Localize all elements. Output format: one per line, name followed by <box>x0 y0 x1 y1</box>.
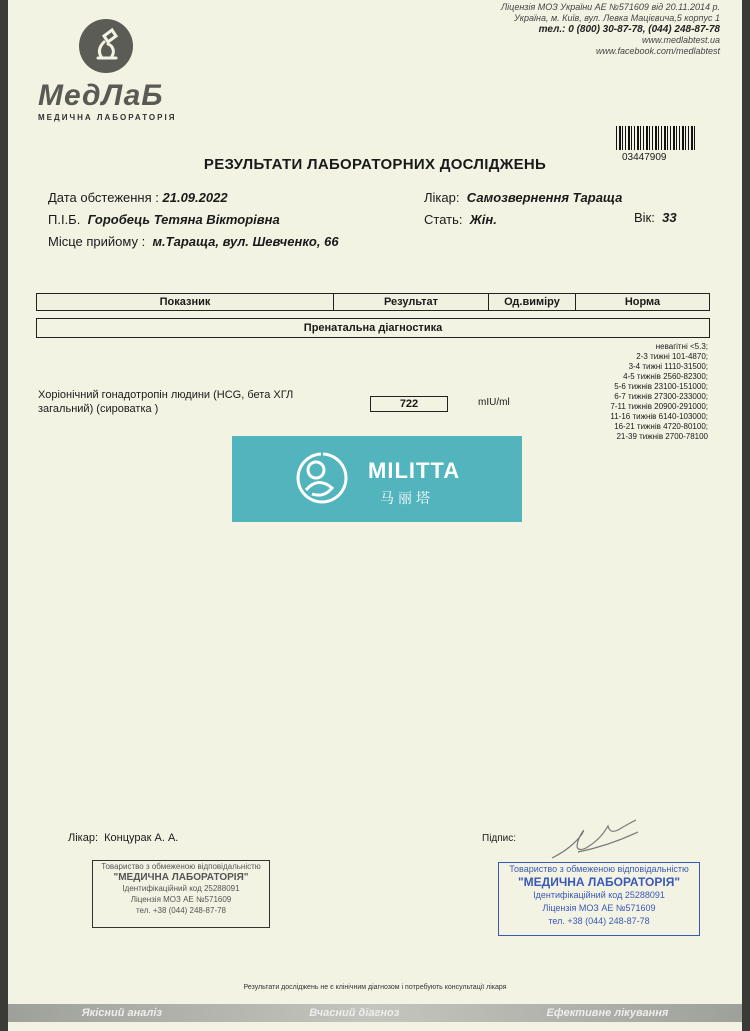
slogan-bar <box>8 1004 742 1022</box>
place-label: Місце прийому : <box>48 234 146 249</box>
signature-scribble <box>548 818 658 864</box>
lab-report-page <box>8 0 742 1031</box>
test-result: 722 <box>370 396 448 412</box>
militta-watermark-banner <box>232 436 522 522</box>
patient-name-row <box>48 212 280 227</box>
reference-ranges <box>548 342 708 442</box>
stamp-org: Товариство з обмеженою відповідальністю <box>509 864 689 874</box>
col-indicator: Показник <box>37 294 334 311</box>
stamp-name: "МЕДИЧНА ЛАБОРАТОРІЯ" <box>113 872 249 883</box>
place-value: м.Тараща, вул. Шевченко, 66 <box>152 234 339 249</box>
norm-line: 21-39 тижнів 2700-78100 <box>616 432 708 441</box>
stamp-license: Ліцензія МОЗ АЕ №571609 <box>130 895 232 904</box>
report-title: РЕЗУЛЬТАТИ ЛАБОРАТОРНИХ ДОСЛІДЖЕНЬ <box>203 156 547 173</box>
logo-subtitle: МЕДИЧНА ЛАБОРАТОРІЯ <box>38 113 177 122</box>
doctor-value: Самозвернення Тараща <box>466 190 623 205</box>
lab-contact-header <box>501 2 720 57</box>
sex-row <box>424 212 497 227</box>
age-value: 33 <box>662 210 677 225</box>
stamp-phone: тел. +38 (044) 248-87-78 <box>548 916 650 926</box>
militta-name: MILITTA <box>368 458 461 483</box>
norm-line: 16-21 тижнів 4720-80100; <box>614 422 708 431</box>
address-text: Україна, м. Київ, вул. Левка Мацієвича,5 корпус 1 <box>514 13 720 23</box>
lab-stamp-right <box>498 862 700 936</box>
stamp-phone: тел. +38 (044) 248-87-78 <box>135 906 227 915</box>
exam-date-row <box>48 190 228 205</box>
age-label: Вік: <box>634 210 655 225</box>
slogan-diagnosis: Вчасний діагноз <box>309 1007 400 1019</box>
license-text: Ліцензія МОЗ України АЕ №571609 від 20.11.2014 р. <box>501 2 720 12</box>
doctor-row <box>424 190 622 205</box>
slogan-treatment: Ефективне лікування <box>546 1007 669 1019</box>
stamp-org: Товариство з обмеженою відповідальністю <box>101 862 261 871</box>
website-link[interactable]: www.medlabtest.ua <box>641 35 720 45</box>
stamp-code: Ідентифікаційний код 25288091 <box>122 884 240 893</box>
doctor-label: Лікар: <box>424 190 460 205</box>
lab-stamp-left <box>92 860 270 928</box>
patient-name-label: П.І.Б. <box>48 212 81 227</box>
col-result: Результат <box>334 294 489 311</box>
norm-line: 6-7 тижнів 27300-233000; <box>614 392 708 401</box>
phone-text: тел.: 0 (800) 30-87-78, (044) 248-87-78 <box>538 24 720 35</box>
age-row <box>634 210 677 225</box>
facebook-link[interactable]: www.facebook.com/medlabtest <box>595 46 720 56</box>
medlab-logo <box>38 18 188 122</box>
col-unit: Од.виміру <box>489 294 576 311</box>
microscope-icon <box>78 18 134 74</box>
logo-name: МедЛаБ <box>38 79 164 112</box>
norm-line: 5-6 тижнів 23100-151000; <box>614 382 708 391</box>
norm-line: невагітні <5.3; <box>655 342 708 351</box>
col-norm: Норма <box>576 294 710 311</box>
mother-child-logo-icon <box>292 450 350 508</box>
norm-line: 3-4 тижні 1110-31500; <box>628 362 708 371</box>
militta-chinese: 马丽塔 <box>380 490 434 506</box>
patient-name-value: Горобець Тетяна Вікторівна <box>87 212 280 227</box>
stamp-code: Ідентифікаційний код 25288091 <box>533 890 665 900</box>
norm-line: 7-11 тижнів 20900-291000; <box>610 402 708 411</box>
norm-line: 11-16 тижнів 6140-103000; <box>610 412 708 421</box>
section-title: Пренатальна діагностика <box>36 318 710 338</box>
signing-doctor <box>68 832 178 844</box>
stamp-license: Ліцензія МОЗ АЕ №571609 <box>542 903 656 913</box>
results-table-header <box>36 293 710 311</box>
stamp-name: "МЕДИЧНА ЛАБОРАТОРІЯ" <box>517 875 681 889</box>
norm-line: 2-3 тижні 101-4870; <box>636 352 708 361</box>
test-unit: mIU/ml <box>478 397 510 408</box>
signing-doctor-name: Концурак А. А. <box>104 832 179 844</box>
signature-label: Підпис: <box>482 833 517 844</box>
sex-label: Стать: <box>424 212 463 227</box>
sex-value: Жін. <box>469 212 497 227</box>
signing-doctor-label: Лікар: <box>68 832 99 844</box>
norm-line: 4-5 тижнів 2560-82300; <box>623 372 708 381</box>
barcode <box>616 126 696 150</box>
exam-date-value: 21.09.2022 <box>162 190 228 205</box>
disclaimer-note: Результати досліджень не є клінічним діагнозом і потребують консультації лікаря <box>243 984 507 991</box>
place-row <box>48 234 339 249</box>
exam-date-label: Дата обстеження : <box>48 190 159 205</box>
slogan-quality: Якісний аналіз <box>81 1007 163 1019</box>
test-name: Хоріонічний гонадотропін людини (HCG, бета ХГЛ загальний) (сироватка ) <box>38 389 294 415</box>
barcode-number: 03447909 <box>622 152 667 163</box>
